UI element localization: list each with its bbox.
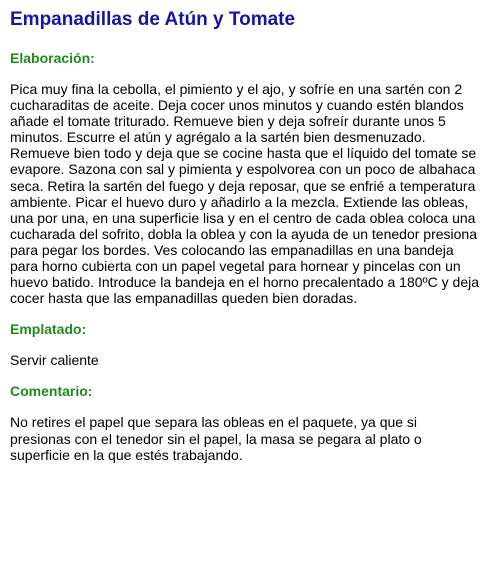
- emplatado-heading: Emplatado:: [10, 321, 87, 338]
- comentario-heading: Comentario:: [10, 383, 93, 400]
- emplatado-text: Servir caliente: [10, 352, 99, 369]
- comentario-text: No retires el papel que separa las obleas en el paquete, ya que si presionas con el tenedor sin el papel, la masa se pegara al plato o superficie en la que estés trabajando.: [10, 414, 422, 463]
- elaboracion-text: Pica muy fina la cebolla, el pimiento y el ajo, y sofríe en una sartén con 2 cucharaditas de aceite. Deja cocer unos minutos y cuando estén blandos añade el tomate triturado. Remueve bien y deja sofreír durante unos 5 minutos. Escurre el atún y agrégalo a la sartén bien desmenuzado. Remueve bien todo y deja que se cocine hasta que el líquido del tomate se evapore. Sazona con sal y pimienta y espolvorea con un poco de albahaca seca. Retira la sartén del fuego y deja reposar, que se enfrié a temperatura ambiente. Picar el huevo duro y añadirlo a la mezcla. Extiende las obleas, una por una, en una superficie lisa y en el centro de cada oblea coloca una cucharada del sofrito, dobla la oblea y con la ayuda de un tenedor presiona para pegar los bordes. Ves colocando las empanadillas en una bandeja para horno cubierta con un papel vegetal para hornear y pincelas con un huevo batido. Introduce la bandeja en el horno precalentado a 180ºC y deja cocer hasta que las empanadillas queden bien doradas.: [10, 81, 480, 307]
- recipe-title: Empanadillas de Atún y Tomate: [10, 9, 296, 30]
- elaboracion-heading: Elaboración:: [10, 50, 95, 66]
